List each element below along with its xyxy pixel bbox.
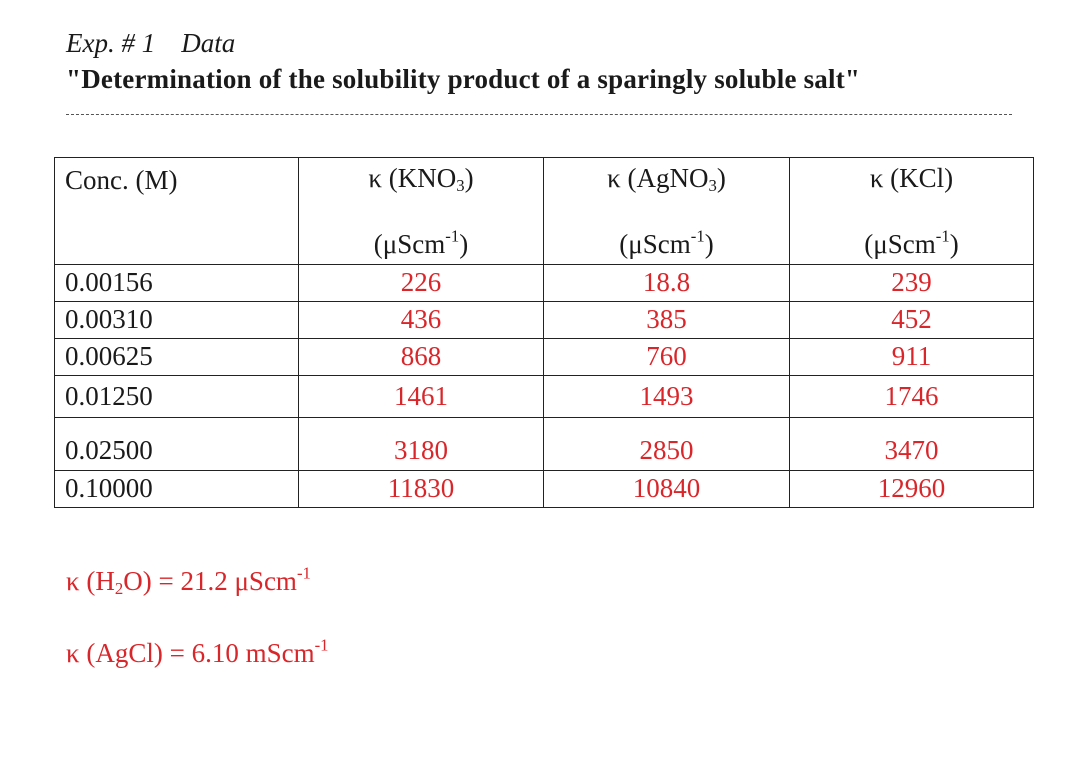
dashed-divider	[66, 114, 1012, 115]
conc-cell: 0.10000	[55, 471, 299, 508]
agno3-value: 2850	[544, 418, 790, 471]
kno3-value: 868	[299, 339, 544, 376]
table-header-row	[55, 158, 1034, 265]
agno3-value: 10840	[544, 471, 790, 508]
column-header-agno3	[544, 158, 790, 265]
experiment-heading	[66, 28, 235, 59]
kno3-value: 1461	[299, 376, 544, 418]
agno3-value: 1493	[544, 376, 790, 418]
conc-cell: 0.01250	[55, 376, 299, 418]
column-header-kno3-unit: (μScm$^{-1}$)	[373, 226, 469, 260]
conc-cell: 0.00625	[55, 339, 299, 376]
agno3-value: 18.8	[544, 265, 790, 302]
column-header-kcl-formula: κ (KCl)	[869, 163, 954, 193]
kcl-value: 12960	[790, 471, 1034, 508]
kno3-value: 11830	[299, 471, 544, 508]
kno3-value: 226	[299, 265, 544, 302]
table-row	[55, 418, 1034, 471]
data-label: Data	[181, 28, 236, 58]
column-header-kno3-formula: κ $(KNO_3)$	[368, 163, 474, 196]
agno3-value: 760	[544, 339, 790, 376]
table-row	[55, 339, 1034, 376]
water-conductivity-note: κ $(H_2O) = 21.2$ μScm$^{-1}$	[66, 563, 311, 599]
column-header-agno3-formula: κ (AgNO$_3$)	[607, 163, 726, 196]
kcl-value: 911	[790, 339, 1034, 376]
agcl-conductivity-note: κ (AgCl) = 6.10 mScm$^{-1}$	[66, 635, 329, 668]
exp-label: Exp. # 1	[66, 28, 156, 58]
kcl-value: 239	[790, 265, 1034, 302]
column-header-kcl-unit: (μScm$^{-1}$)	[864, 226, 959, 260]
conc-cell: 0.00310	[55, 302, 299, 339]
table-row	[55, 302, 1034, 339]
document-title: "Determination of the solubility product of a sparingly soluble salt"	[66, 64, 861, 94]
column-header-kcl	[790, 158, 1034, 265]
kno3-value: 436	[299, 302, 544, 339]
kcl-value: 1746	[790, 376, 1034, 418]
conc-cell: 0.02500	[55, 418, 299, 471]
conc-cell: 0.00156	[55, 265, 299, 302]
kno3-value: 3180	[299, 418, 544, 471]
kcl-value: 452	[790, 302, 1034, 339]
table-row	[55, 471, 1034, 508]
conductivity-table	[54, 157, 1034, 508]
column-header-conc: Conc. (M)	[55, 158, 299, 265]
table-row	[55, 265, 1034, 302]
column-header-kno3	[299, 158, 544, 265]
kcl-value: 3470	[790, 418, 1034, 471]
table-row	[55, 376, 1034, 418]
column-header-agno3-unit: (μScm$^{-1}$)	[619, 226, 714, 260]
agno3-value: 385	[544, 302, 790, 339]
